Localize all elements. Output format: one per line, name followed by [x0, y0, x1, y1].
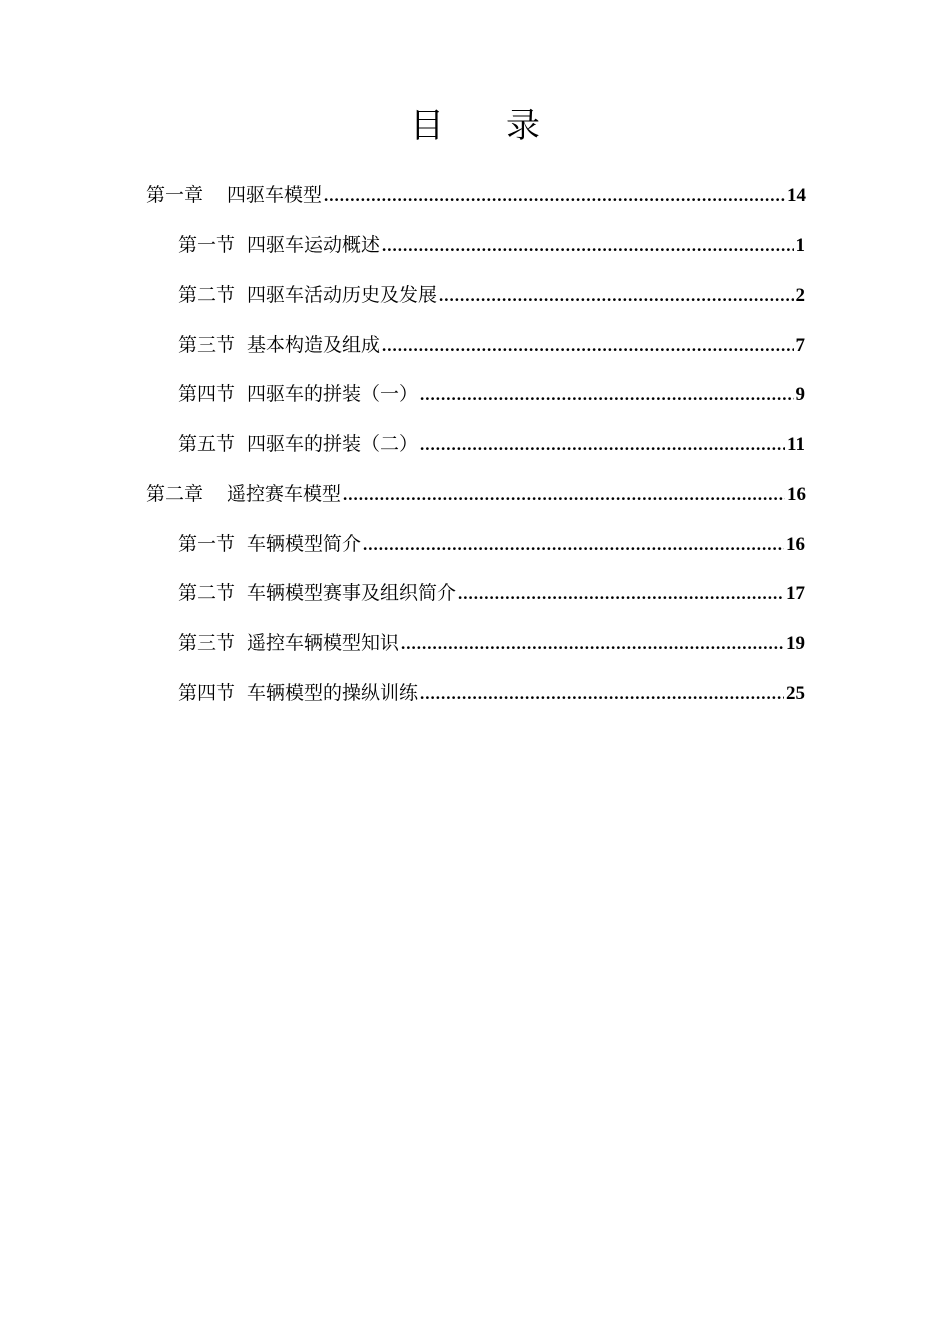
toc-label [178, 272, 437, 318]
title-char-2: 录 [506, 106, 602, 146]
dot-leader [343, 472, 785, 518]
dot-leader [382, 223, 793, 269]
toc-number: 第二节 [178, 582, 236, 604]
toc-number: 第四节 [178, 383, 236, 405]
toc-number: 第一章 [146, 184, 204, 206]
dot-leader [382, 323, 793, 369]
toc-label [178, 421, 418, 467]
toc-number: 第一节 [178, 533, 236, 555]
toc-section-2-4[interactable] [178, 670, 805, 716]
dot-leader [420, 422, 785, 468]
toc-number: 第四节 [178, 682, 236, 704]
toc-text: 四驱车的拼装（一） [247, 383, 419, 405]
toc-page-number: 7 [795, 335, 805, 356]
toc-text: 车辆模型简介 [247, 533, 362, 555]
toc-section-1-4[interactable] [178, 371, 805, 417]
toc-number: 第一节 [178, 234, 236, 256]
toc-text: 遥控赛车模型 [227, 483, 342, 505]
toc-page-number: 14 [787, 185, 806, 206]
toc-page-number: 1 [795, 235, 805, 256]
toc-number: 第二节 [178, 284, 236, 306]
toc-label [178, 222, 380, 268]
toc-number: 第三节 [178, 632, 236, 654]
toc-page-number: 25 [786, 683, 805, 704]
title-char-1: 目 [410, 106, 506, 146]
toc-section-2-2[interactable] [178, 570, 805, 616]
dot-leader [420, 372, 793, 418]
toc-number: 第五节 [178, 433, 236, 455]
toc-section-1-5[interactable] [178, 421, 805, 467]
dot-leader [458, 571, 784, 617]
toc-page-number: 11 [787, 434, 805, 455]
toc-label [178, 371, 418, 417]
toc-label [146, 471, 341, 517]
toc-number: 第三节 [178, 334, 236, 356]
toc-section-2-1[interactable] [178, 521, 805, 567]
toc-label [146, 172, 322, 218]
dot-leader [420, 671, 784, 717]
dot-leader [324, 173, 785, 219]
toc-section-2-3[interactable] [178, 620, 805, 666]
toc-text: 车辆模型的操纵训练 [247, 682, 419, 704]
dot-leader [401, 621, 784, 667]
page-title [0, 104, 950, 148]
toc-page-number: 17 [786, 583, 805, 604]
toc-label [178, 620, 399, 666]
dot-leader [363, 522, 784, 568]
toc-page-number: 19 [786, 633, 805, 654]
toc-label [178, 322, 380, 368]
toc-text: 四驱车运动概述 [247, 234, 381, 256]
toc-label [178, 570, 456, 616]
toc-section-1-2[interactable] [178, 272, 805, 318]
toc-label [178, 670, 418, 716]
toc-section-1-1[interactable] [178, 222, 805, 268]
dot-leader [439, 273, 793, 319]
toc-page-number: 16 [786, 534, 805, 555]
toc-page-number: 16 [787, 484, 806, 505]
toc-page-number: 9 [795, 384, 805, 405]
toc-text: 基本构造及组成 [247, 334, 381, 356]
toc-section-1-3[interactable] [178, 322, 805, 368]
toc-label [178, 521, 361, 567]
toc-chapter-1[interactable] [146, 172, 806, 218]
toc-number: 第二章 [146, 483, 204, 505]
toc-chapter-2[interactable] [146, 471, 806, 517]
toc-text: 四驱车活动历史及发展 [247, 284, 438, 306]
toc-page-number: 2 [795, 285, 805, 306]
toc-text: 遥控车辆模型知识 [247, 632, 400, 654]
toc-text: 车辆模型赛事及组织简介 [247, 582, 457, 604]
toc-text: 四驱车的拼装（二） [247, 433, 419, 455]
toc-text: 四驱车模型 [227, 184, 323, 206]
